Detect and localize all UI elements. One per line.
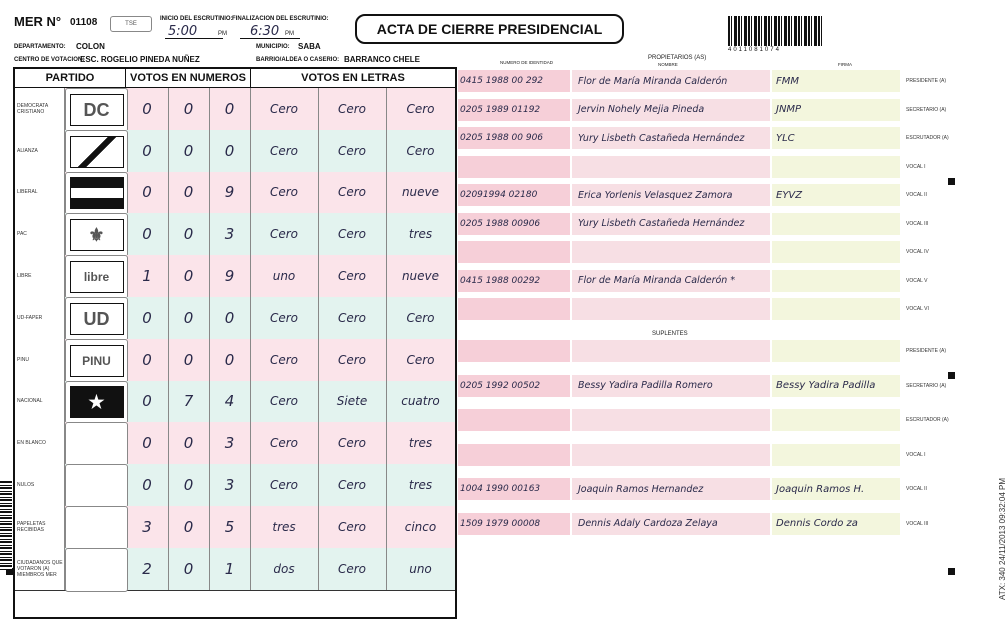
propietario-row xyxy=(458,213,898,235)
vote-digit: 0 xyxy=(126,464,169,506)
identity-number[interactable]: 02091994 02180 xyxy=(458,184,570,206)
vote-word: Cero xyxy=(318,506,387,548)
vote-word: Siete xyxy=(318,381,387,423)
party-logo-cell xyxy=(65,213,128,257)
vote-digit: 0 xyxy=(168,548,210,590)
vote-digit: 0 xyxy=(126,130,169,172)
vote-word: Cero xyxy=(318,213,387,255)
identity-number[interactable] xyxy=(458,340,570,362)
vote-digit: 2 xyxy=(126,548,169,590)
role-label: VOCAL VI xyxy=(906,306,929,312)
vote-digit: 0 xyxy=(126,297,169,339)
identity-number[interactable]: 1509 1979 00008 xyxy=(458,513,570,535)
votes-table xyxy=(13,67,457,619)
departamento-value: COLON xyxy=(76,42,105,51)
vote-word: cinco xyxy=(404,519,437,534)
member-signature[interactable]: Bessy Yadira Padilla xyxy=(772,375,900,397)
vote-word: Cero xyxy=(250,381,319,423)
table-row xyxy=(15,339,455,382)
vote-digit: 5 xyxy=(209,506,251,548)
member-signature[interactable] xyxy=(772,298,900,320)
member-name[interactable] xyxy=(572,156,770,178)
vote-word: Cero xyxy=(250,339,319,381)
inicio-underline xyxy=(165,38,223,39)
vote-word: Cero xyxy=(318,130,387,172)
vote-word: uno xyxy=(409,561,432,576)
tse-logo: TSE xyxy=(110,16,152,32)
identity-number[interactable]: 0415 1988 00292 xyxy=(458,270,570,292)
vote-digit: 3 xyxy=(209,464,251,506)
identity-number[interactable] xyxy=(458,156,570,178)
identity-number[interactable]: 0205 1988 00906 xyxy=(458,213,570,235)
party-logo: libre xyxy=(70,261,124,293)
party-name: EN BLANCO xyxy=(15,422,65,464)
vote-word: Cero xyxy=(318,422,387,464)
party-logo-cell xyxy=(65,130,128,174)
table-row xyxy=(15,130,455,173)
party-name: LIBERAL xyxy=(15,172,65,214)
suplente-row xyxy=(458,444,898,466)
municipio-label: MUNICIPIO: xyxy=(256,44,290,50)
inicio-label: INICIO DEL ESCRUTINIO: xyxy=(160,16,233,22)
vote-word: Cero xyxy=(318,464,387,506)
vote-word: dos xyxy=(250,548,319,590)
vote-digit: 0 xyxy=(126,422,169,464)
party-logo-cell xyxy=(65,548,128,592)
member-name[interactable] xyxy=(572,340,770,362)
vote-digit: 1 xyxy=(126,255,169,297)
table-row xyxy=(15,464,455,507)
departamento-label: DEPARTAMENTO: xyxy=(14,44,66,50)
propietario-row xyxy=(458,156,898,178)
member-name[interactable]: Flor de María Miranda Calderón * xyxy=(572,270,770,292)
role-label: VOCAL III xyxy=(906,520,929,527)
party-name: PAPELETAS RECIBIDAS xyxy=(15,506,65,548)
table-row xyxy=(15,506,455,549)
party-logo-cell xyxy=(65,88,128,132)
vote-digit: 0 xyxy=(168,255,210,297)
identity-number[interactable]: 0205 1988 00 906 xyxy=(458,127,570,149)
party-name: UD-FAPER xyxy=(15,297,65,339)
side-barcode xyxy=(0,480,12,570)
registration-marker xyxy=(948,568,955,575)
role-label: VOCAL I xyxy=(906,451,926,458)
vote-word: Cero xyxy=(318,88,387,130)
member-name[interactable]: Dennis Adaly Cardoza Zelaya xyxy=(572,513,770,535)
vote-word: Cero xyxy=(318,297,387,339)
party-logo-cell xyxy=(65,339,128,383)
party-logo-cell xyxy=(65,297,128,341)
document-title: ACTA DE CIERRE PRESIDENCIAL xyxy=(355,14,624,44)
identity-number[interactable] xyxy=(458,444,570,466)
propietario-row xyxy=(458,99,898,121)
role-label: ESCRUTADOR (A) xyxy=(906,417,949,423)
vote-digit: 0 xyxy=(126,88,169,130)
mer-number: 01108 xyxy=(70,17,98,28)
vote-word: Cero xyxy=(250,130,319,172)
party-logo-emblem: ⚜ xyxy=(70,219,124,251)
party-name: NULOS xyxy=(15,464,65,506)
party-logo-cell xyxy=(65,255,128,299)
member-name[interactable] xyxy=(572,298,770,320)
party-logo-emblem xyxy=(70,136,124,168)
barcode-number: 4011081074 xyxy=(728,47,781,53)
vote-word: cuatro xyxy=(401,394,440,409)
member-name[interactable] xyxy=(572,444,770,466)
header-propietarios: PROPIETARIOS (AS) xyxy=(648,55,707,61)
member-name[interactable] xyxy=(572,241,770,263)
member-signature[interactable]: JNMP xyxy=(772,99,900,121)
vote-digit: 7 xyxy=(168,381,210,423)
party-name: ALIANZA xyxy=(15,130,65,172)
registration-marker xyxy=(948,178,955,185)
vote-word: Cero xyxy=(250,213,319,255)
vote-word: nueve xyxy=(401,269,440,284)
registration-marker xyxy=(948,372,955,379)
member-name[interactable]: Bessy Yadira Padilla Romero xyxy=(572,375,770,397)
vote-word: Cero xyxy=(318,339,387,381)
identity-number[interactable] xyxy=(458,409,570,431)
vote-word: Cero xyxy=(318,172,387,214)
vote-word: Cero xyxy=(406,352,435,367)
vote-word: tres xyxy=(408,227,433,242)
vote-word: nueve xyxy=(401,185,440,200)
party-logo: UD xyxy=(70,303,124,335)
vote-digit: 3 xyxy=(209,213,251,255)
vote-digit: 0 xyxy=(126,381,169,423)
vote-digit: 0 xyxy=(168,506,210,548)
inicio-suffix: PM xyxy=(218,31,227,37)
member-signature[interactable] xyxy=(772,241,900,263)
centro-value: ESC. ROGELIO PINEDA NUÑEZ xyxy=(80,55,200,64)
barrio-value: BARRANCO CHELE xyxy=(344,55,420,64)
suplente-row xyxy=(458,409,898,431)
vote-digit: 0 xyxy=(168,422,210,464)
fin-value: 6:30 xyxy=(250,24,280,39)
vote-digit: 9 xyxy=(209,172,251,214)
member-signature[interactable] xyxy=(772,270,900,292)
header-firma: FIRMA xyxy=(838,62,852,67)
propietario-row xyxy=(458,270,898,292)
party-logo-cell xyxy=(65,381,128,425)
table-row xyxy=(15,422,455,465)
member-signature[interactable]: Dennis Cordo za xyxy=(772,513,900,535)
vote-digit: 0 xyxy=(168,213,210,255)
suplente-row xyxy=(458,478,898,500)
table-row xyxy=(15,172,455,215)
vote-digit: 0 xyxy=(126,339,169,381)
party-logo-emblem xyxy=(70,177,124,209)
barrio-label: BARRIO/ALDEA O CASERIO: xyxy=(256,57,340,63)
col-letras: VOTOS EN LETRAS xyxy=(251,69,455,88)
vote-word: Cero xyxy=(318,548,387,590)
party-name: PAC xyxy=(15,213,65,255)
vote-word: tres xyxy=(408,436,433,451)
role-label: VOCAL V xyxy=(906,277,928,284)
propietario-row xyxy=(458,241,898,263)
member-signature[interactable] xyxy=(772,444,900,466)
suplente-row xyxy=(458,340,898,362)
party-logo-cell xyxy=(65,506,128,550)
member-name[interactable]: Yury Lisbeth Castañeda Hernández xyxy=(572,127,770,149)
member-signature[interactable]: FMM xyxy=(772,70,900,92)
propietario-row xyxy=(458,298,898,320)
propietario-row xyxy=(458,70,898,92)
barcode xyxy=(728,16,824,46)
member-name[interactable]: Joaquin Ramos Hernandez xyxy=(572,478,770,500)
identity-number[interactable]: 0415 1988 00 292 xyxy=(458,70,570,92)
suplente-row xyxy=(458,513,898,535)
role-label: VOCAL I xyxy=(906,163,926,170)
col-partido: PARTIDO xyxy=(15,69,126,88)
propietario-row xyxy=(458,127,898,149)
vote-digit: 0 xyxy=(209,88,251,130)
party-name: PINU xyxy=(15,339,65,381)
party-logo-cell xyxy=(65,172,128,216)
role-label: SECRETARIO (A) xyxy=(906,382,947,389)
vote-word: Cero xyxy=(406,143,435,158)
vote-word: Cero xyxy=(406,101,435,116)
header-suplentes: SUPLENTES xyxy=(652,331,688,337)
vote-digit: 0 xyxy=(209,297,251,339)
role-label: VOCAL III xyxy=(906,220,929,227)
party-name: CIUDADANOS QUE VOTARON (A) MIEMBROS MER xyxy=(15,548,65,590)
vote-word: tres xyxy=(250,506,319,548)
header-id: NUMERO DE IDENTIDAD xyxy=(500,60,554,65)
side-timestamp: ATX: 340 24/11/2013 09:32:04 PM xyxy=(998,477,1007,600)
table-row xyxy=(15,381,455,424)
propietario-row xyxy=(458,184,898,206)
member-signature[interactable] xyxy=(772,156,900,178)
identity-number[interactable] xyxy=(458,241,570,263)
vote-digit: 0 xyxy=(168,464,210,506)
col-numeros: VOTOS EN NUMEROS xyxy=(126,69,251,88)
vote-word: Cero xyxy=(250,422,319,464)
vote-digit: 0 xyxy=(168,172,210,214)
table-row xyxy=(15,297,455,340)
identity-number[interactable]: 0205 1989 01192 xyxy=(458,99,570,121)
role-label: VOCAL IV xyxy=(906,249,929,255)
vote-digit: 0 xyxy=(168,88,210,130)
vote-digit: 0 xyxy=(209,130,251,172)
identity-number[interactable] xyxy=(458,298,570,320)
table-row xyxy=(15,255,455,298)
member-name[interactable] xyxy=(572,409,770,431)
party-name: NACIONAL xyxy=(15,381,65,423)
member-signature[interactable]: EYVZ xyxy=(772,184,900,206)
member-signature[interactable] xyxy=(772,409,900,431)
member-name[interactable]: Erica Yorlenis Velasquez Zamora xyxy=(572,184,770,206)
role-label: PRESIDENTE (A) xyxy=(906,348,947,354)
vote-word: Cero xyxy=(250,88,319,130)
fin-underline xyxy=(240,38,300,39)
role-label: PRESIDENTE (A) xyxy=(906,78,947,84)
member-signature[interactable] xyxy=(772,213,900,235)
vote-digit: 3 xyxy=(209,422,251,464)
table-row xyxy=(15,548,455,591)
vote-word: Cero xyxy=(250,172,319,214)
party-name: LIBRE xyxy=(15,255,65,297)
inicio-value: 5:00 xyxy=(168,24,198,39)
vote-digit: 1 xyxy=(209,548,251,590)
party-logo-emblem: ★ xyxy=(70,386,124,418)
vote-word: Cero xyxy=(250,464,319,506)
party-logo: PINU xyxy=(70,345,124,377)
vote-digit: 0 xyxy=(126,213,169,255)
table-row xyxy=(15,213,455,256)
vote-digit: 0 xyxy=(126,172,169,214)
fin-suffix: PM xyxy=(285,31,294,37)
vote-digit: 9 xyxy=(209,255,251,297)
member-signature[interactable]: Joaquin Ramos H. xyxy=(772,478,900,500)
vote-digit: 0 xyxy=(168,297,210,339)
identity-number[interactable]: 1004 1990 00163 xyxy=(458,478,570,500)
member-signature[interactable]: YLC xyxy=(772,127,900,149)
party-logo-cell xyxy=(65,464,128,508)
role-label: SECRETARIO (A) xyxy=(906,106,947,113)
vote-word: tres xyxy=(408,478,433,493)
table-row xyxy=(15,88,455,131)
vote-digit: 4 xyxy=(209,381,251,423)
fin-label: FINALIZACION DEL ESCRUTINIO: xyxy=(232,16,329,22)
party-name: DEMOCRATA CRISTIANO xyxy=(15,88,65,130)
member-name[interactable]: Yury Lisbeth Castañeda Hernández xyxy=(572,213,770,235)
suplente-row xyxy=(458,375,898,397)
vote-word: Cero xyxy=(250,297,319,339)
vote-digit: 3 xyxy=(126,506,169,548)
vote-word: Cero xyxy=(318,255,387,297)
vote-digit: 0 xyxy=(168,339,210,381)
role-label: VOCAL II xyxy=(906,192,927,198)
party-logo-cell xyxy=(65,422,128,466)
party-logo: DC xyxy=(70,94,124,126)
identity-number[interactable]: 0205 1992 00502 xyxy=(458,375,570,397)
vote-digit: 0 xyxy=(209,339,251,381)
centro-label: CENTRO DE VOTACION: xyxy=(14,57,85,63)
vote-word: Cero xyxy=(406,310,435,325)
municipio-value: SABA xyxy=(298,42,321,51)
vote-word: uno xyxy=(250,255,319,297)
vote-digit: 0 xyxy=(168,130,210,172)
mer-label: MER N° xyxy=(14,14,62,29)
member-name[interactable]: Flor de María Miranda Calderón xyxy=(572,70,770,92)
role-label: ESCRUTADOR (A) xyxy=(906,135,949,141)
member-name[interactable]: Jervin Nohely Mejia Pineda xyxy=(572,99,770,121)
role-label: VOCAL II xyxy=(906,486,927,492)
member-signature[interactable] xyxy=(772,340,900,362)
header-nombre: NOMBRE xyxy=(658,62,678,67)
